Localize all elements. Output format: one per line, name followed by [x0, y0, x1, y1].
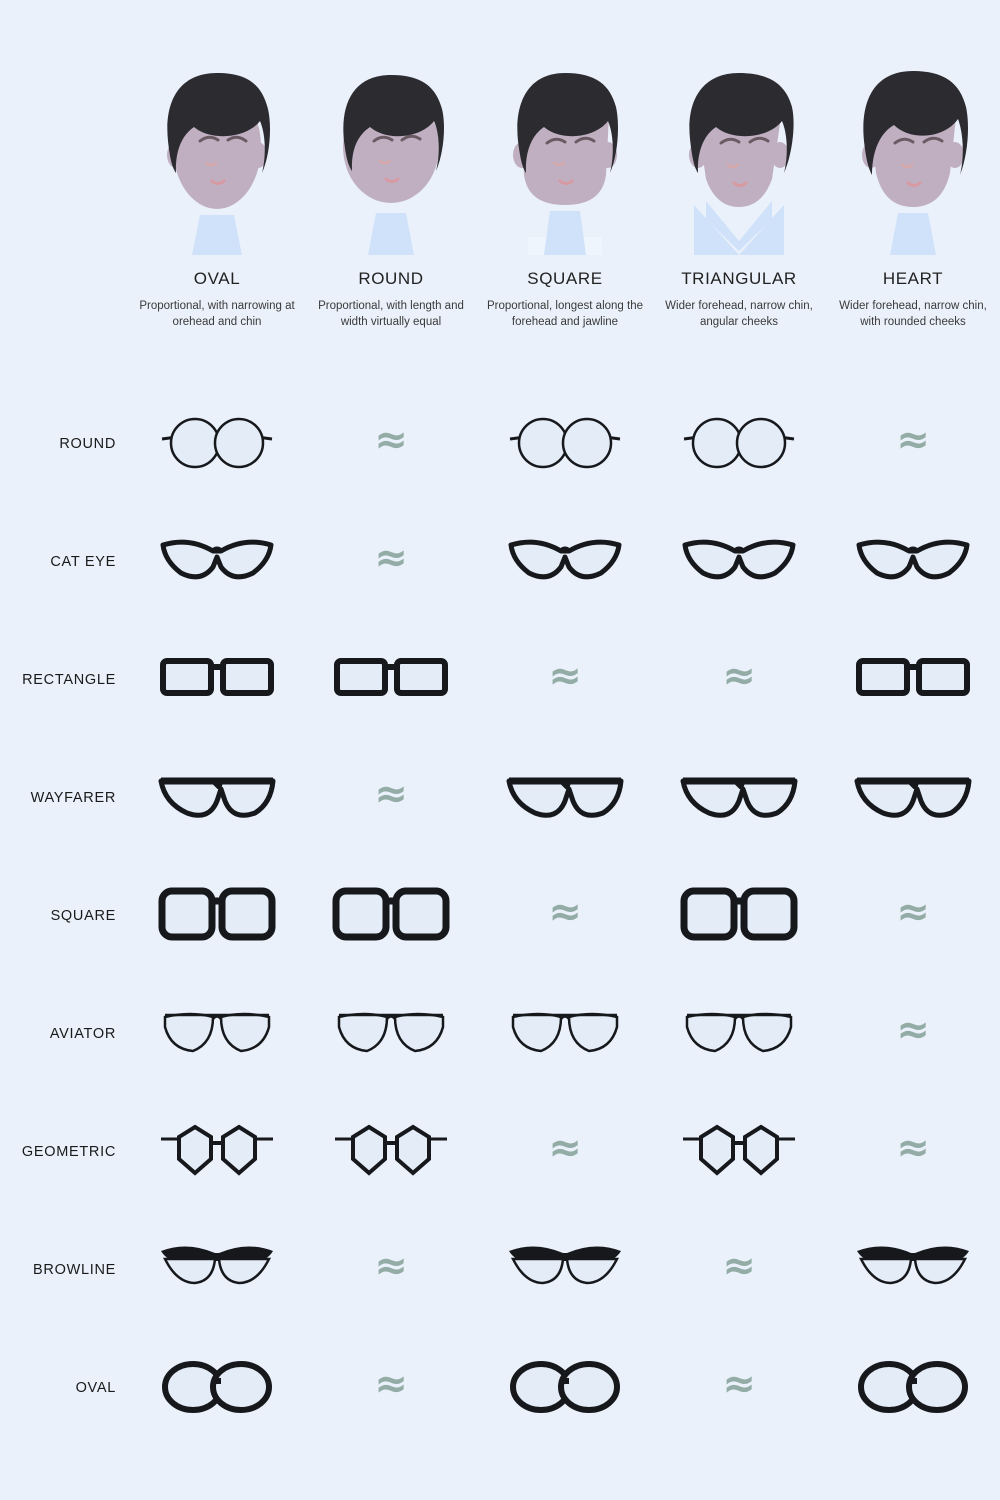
- cell-glasses-round-oval: [130, 385, 304, 503]
- cell-glasses-geometric-round: [304, 1093, 478, 1211]
- cell-glasses-rectangle-heart: [826, 621, 1000, 739]
- frame-row-cells: [130, 503, 1000, 621]
- face-name: HEART: [882, 269, 944, 288]
- not-recommended-marker: ≈: [722, 1361, 756, 1407]
- not-recommended-marker: ≈: [548, 889, 582, 935]
- cell-no-match-triangular: [652, 1329, 826, 1447]
- cell-glasses-wayfarer-square: [478, 739, 652, 857]
- face-description: Proportional, with length and width virtually equal: [318, 300, 464, 328]
- cell-glasses-browline-heart: [826, 1211, 1000, 1329]
- cell-glasses-round-triangular: [652, 385, 826, 503]
- cell-no-match-round: [304, 385, 478, 503]
- not-recommended-marker: ≈: [896, 1125, 930, 1171]
- cell-no-match-heart: [826, 1093, 1000, 1211]
- cell-no-match-heart: [826, 385, 1000, 503]
- face-description: Proportional, longest along the forehead and jawline: [487, 300, 643, 328]
- face-description: Proportional, with narrowing at orehead and chin: [139, 300, 295, 328]
- frame-row-label: AVIATOR: [49, 1026, 116, 1042]
- frame-row-label: ROUND: [59, 436, 116, 452]
- face-shapes-header: [130, 55, 1000, 331]
- frame-row-aviator: [0, 975, 1000, 1093]
- frame-row-cells: [130, 975, 1000, 1093]
- frame-row-wayfarer: [0, 739, 1000, 857]
- cell-glasses-cateye-triangular: [652, 503, 826, 621]
- cell-glasses-round-square: [478, 385, 652, 503]
- frame-row-browline: [0, 1211, 1000, 1329]
- cell-glasses-square-triangular: [652, 857, 826, 975]
- frame-row-cells: [130, 1329, 1000, 1447]
- frame-row-label: WAYFARER: [30, 790, 116, 806]
- face-description: Wider forehead, narrow chin, angular cheeks: [665, 300, 813, 328]
- not-recommended-marker: ≈: [374, 1361, 408, 1407]
- face-name: SQUARE: [527, 269, 603, 288]
- frame-row-cells: [130, 621, 1000, 739]
- cell-glasses-oval-heart: [826, 1329, 1000, 1447]
- face-column-round: [304, 55, 478, 331]
- cell-no-match-round: [304, 739, 478, 857]
- cell-no-match-triangular: [652, 1211, 826, 1329]
- cell-no-match-round: [304, 1211, 478, 1329]
- cell-no-match-square: [478, 857, 652, 975]
- frame-row-rectangle: [0, 621, 1000, 739]
- cell-no-match-square: [478, 621, 652, 739]
- cell-glasses-rectangle-oval: [130, 621, 304, 739]
- frame-row-cells: [130, 1211, 1000, 1329]
- cell-no-match-triangular: [652, 621, 826, 739]
- face-name: OVAL: [193, 269, 241, 288]
- frame-style-rows: [0, 385, 1000, 1447]
- frame-row-cat-eye: [0, 503, 1000, 621]
- not-recommended-marker: ≈: [374, 535, 408, 581]
- cell-no-match-round: [304, 1329, 478, 1447]
- cell-glasses-cateye-oval: [130, 503, 304, 621]
- cell-glasses-geometric-oval: [130, 1093, 304, 1211]
- not-recommended-marker: ≈: [548, 653, 582, 699]
- frame-row-cells: [130, 857, 1000, 975]
- cell-no-match-square: [478, 1093, 652, 1211]
- frame-row-oval: [0, 1329, 1000, 1447]
- cell-glasses-oval-square: [478, 1329, 652, 1447]
- face-illustration-heart: [838, 55, 988, 255]
- frame-row-cells: [130, 385, 1000, 503]
- cell-glasses-rectangle-round: [304, 621, 478, 739]
- cell-glasses-square-oval: [130, 857, 304, 975]
- frame-row-geometric: [0, 1093, 1000, 1211]
- face-illustration-oval: [142, 55, 292, 255]
- frame-row-label: CAT EYE: [50, 554, 116, 570]
- not-recommended-marker: ≈: [374, 1243, 408, 1289]
- not-recommended-marker: ≈: [896, 1007, 930, 1053]
- not-recommended-marker: ≈: [374, 417, 408, 463]
- face-column-square: [478, 55, 652, 331]
- frame-row-label: SQUARE: [50, 908, 116, 924]
- frame-row-round: [0, 385, 1000, 503]
- cell-glasses-browline-oval: [130, 1211, 304, 1329]
- frame-row-label: BROWLINE: [33, 1262, 116, 1278]
- not-recommended-marker: ≈: [374, 771, 408, 817]
- cell-glasses-aviator-square: [478, 975, 652, 1093]
- cell-glasses-oval-oval: [130, 1329, 304, 1447]
- face-illustration-square: [490, 55, 640, 255]
- cell-glasses-aviator-oval: [130, 975, 304, 1093]
- cell-glasses-cateye-heart: [826, 503, 1000, 621]
- frame-row-cells: [130, 1093, 1000, 1211]
- face-illustration-triangular: [664, 55, 814, 255]
- cell-glasses-browline-square: [478, 1211, 652, 1329]
- face-column-heart: [826, 55, 1000, 331]
- cell-glasses-aviator-triangular: [652, 975, 826, 1093]
- face-description: Wider forehead, narrow chin, with rounded cheeks: [839, 300, 987, 328]
- face-name: TRIANGULAR: [681, 269, 797, 288]
- cell-glasses-geometric-triangular: [652, 1093, 826, 1211]
- frame-row-label: RECTANGLE: [22, 672, 116, 688]
- not-recommended-marker: ≈: [896, 889, 930, 935]
- face-name: ROUND: [358, 269, 424, 288]
- cell-no-match-heart: [826, 975, 1000, 1093]
- frame-row-square: [0, 857, 1000, 975]
- not-recommended-marker: ≈: [722, 653, 756, 699]
- cell-glasses-wayfarer-oval: [130, 739, 304, 857]
- not-recommended-marker: ≈: [896, 417, 930, 463]
- face-illustration-round: [316, 55, 466, 255]
- cell-no-match-heart: [826, 857, 1000, 975]
- cell-no-match-round: [304, 503, 478, 621]
- frame-row-cells: [130, 739, 1000, 857]
- cell-glasses-cateye-square: [478, 503, 652, 621]
- frame-row-label: OVAL: [75, 1380, 116, 1396]
- face-column-oval: [130, 55, 304, 331]
- cell-glasses-square-round: [304, 857, 478, 975]
- not-recommended-marker: ≈: [548, 1125, 582, 1171]
- face-column-triangular: [652, 55, 826, 331]
- not-recommended-marker: ≈: [722, 1243, 756, 1289]
- cell-glasses-wayfarer-triangular: [652, 739, 826, 857]
- frame-row-label: GEOMETRIC: [21, 1144, 116, 1160]
- cell-glasses-wayfarer-heart: [826, 739, 1000, 857]
- cell-glasses-aviator-round: [304, 975, 478, 1093]
